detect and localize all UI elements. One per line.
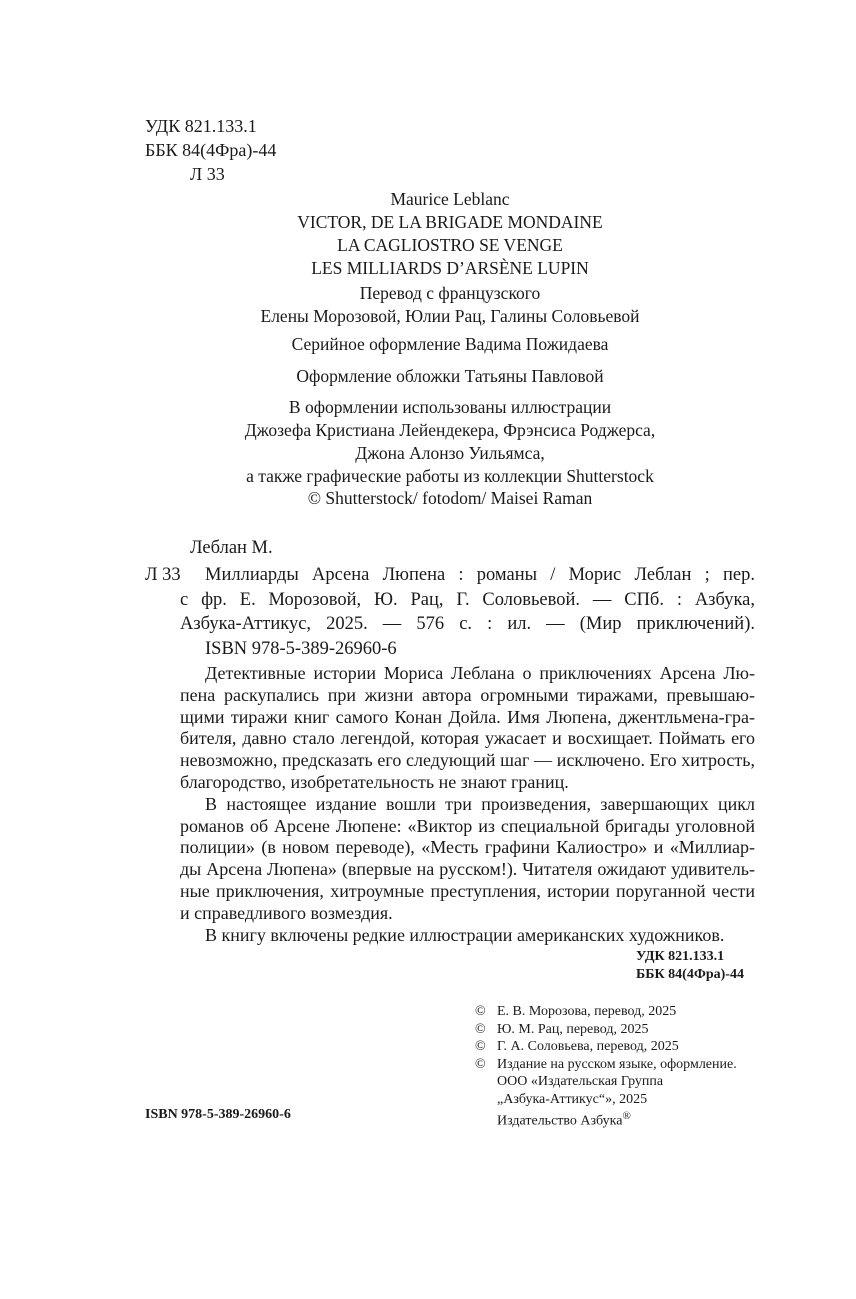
copyright-symbol: © xyxy=(475,1056,486,1072)
translation-credit xyxy=(145,282,755,328)
illustrations-line: Джозефа Кристиана Лейендекера, Фрэнсиса Роджерса, xyxy=(244,420,656,440)
copyright-symbol: © xyxy=(475,1039,486,1054)
isbn: ISBN 978-5-389-26960-6 xyxy=(205,638,397,659)
copyright-line xyxy=(475,1056,737,1074)
udk-top: УДК 821.133.1 xyxy=(145,116,257,136)
illustrations-line: Джона Алонзо Уильямса, xyxy=(355,443,545,463)
original-title: LA CAGLIOSTRO SE VENGE xyxy=(337,235,563,255)
annotation-line: пена раскупались при жизни автора огромными тиражами, превышаю- xyxy=(180,684,755,705)
copyright-line xyxy=(475,1003,737,1021)
annotation xyxy=(180,663,755,946)
bib-line: Азбука-Аттикус, 2025. — 576 с. : ил. — (Мир приключений). xyxy=(180,614,755,634)
annotation-line: ды Арсена Люпена» (впервые на русском!). Читателя ожидают удивитель- xyxy=(180,859,755,880)
translators: Елены Морозовой, Юлии Рац, Галины Соловьевой xyxy=(260,306,640,326)
annotation-line: благородство, изобретательность не знают границ. xyxy=(180,771,569,792)
copyright-text: Г. А. Соловьева, перевод, 2025 xyxy=(497,1039,679,1054)
annotation-line: щими тиражи книг самого Конан Дойла. Имя Люпена, джентльмена-гра- xyxy=(180,706,755,727)
copyright-text: Ю. М. Рац, перевод, 2025 xyxy=(497,1021,649,1037)
illustrations-credit xyxy=(145,396,755,488)
isbn-bottom: ISBN 978-5-389-26960-6 xyxy=(145,1107,291,1122)
copyright-block xyxy=(475,1003,737,1130)
annotation-line: невозможно, предсказать его следующий шаг — исключено. Его хитрость, xyxy=(180,750,755,771)
translation-line: Перевод с французского xyxy=(359,283,541,303)
registered-mark: ® xyxy=(622,1110,631,1122)
annotation-line: и справедливого возмездия. xyxy=(180,902,393,923)
original-title: VICTOR, DE LA BRIGADE MONDAINE xyxy=(297,212,603,232)
copyright-line xyxy=(475,1038,737,1056)
annotation-line: бителя, давно стало легендой, которая ужасает и восхищает. Поймать его xyxy=(180,728,755,749)
publisher-line: ООО «Издательская Группа xyxy=(497,1074,664,1089)
original-title: LES MILLIARDS D’ARSÈNE LUPIN xyxy=(311,258,589,278)
copyright-text: Е. В. Морозова, перевод, 2025 xyxy=(497,1004,677,1019)
annotation-line: Детективные истории Мориса Леблана о приключениях Арсена Лю- xyxy=(205,663,755,683)
annotation-line: В настоящее издание вошли три произведения, завершающих цикл xyxy=(205,793,755,814)
copyright-symbol: © xyxy=(475,1021,486,1037)
bbk-top: ББК 84(4Фра)-44 xyxy=(145,140,277,160)
bib-line: с фр. Е. Морозовой, Ю. Рац, Г. Соловьевой. — СПб. : Азбука, xyxy=(180,589,755,610)
photo-credit: © Shutterstock/ fotodom/ Maisei Raman xyxy=(307,488,593,508)
author-heading: Леблан М. xyxy=(190,538,273,558)
annotation-line: В книгу включены редкие иллюстрации американских художников. xyxy=(205,924,725,945)
author-mark: Л 33 xyxy=(145,565,181,585)
bbk-bottom: ББК 84(4Фра)-44 xyxy=(636,967,744,982)
cover-design-credit: Оформление обложки Татьяны Павловой xyxy=(296,366,604,386)
illustrations-line: В оформлении использованы иллюстрации xyxy=(288,397,612,417)
annotation-line: ные приключения, хитроумные преступления, истории поруганной чести xyxy=(180,880,755,901)
publisher-imprint-text: Издательство Азбука xyxy=(497,1113,623,1129)
annotation-line: романов об Арсене Люпене: «Виктор из специальной бригады уголовной xyxy=(180,815,755,836)
udk-bottom: УДК 821.133.1 xyxy=(636,949,725,964)
author-mark-top: Л 33 xyxy=(190,164,225,184)
annotation-line: полиции» (в новом переводе), «Месть графини Калиостро» и «Миллиар- xyxy=(180,837,755,858)
bib-line: Миллиарды Арсена Люпена : романы / Морис Леблан ; пер. xyxy=(205,565,755,585)
original-author: Maurice Leblanc xyxy=(390,189,510,209)
bibliographic-description xyxy=(180,563,755,661)
copyright-text: Издание на русском языке, оформление. xyxy=(497,1056,737,1072)
copyright-symbol: © xyxy=(475,1004,486,1019)
publisher-line: „Азбука-Аттикус“», 2025 xyxy=(497,1091,648,1107)
series-design-credit: Серийное оформление Вадима Пожидаева xyxy=(291,334,609,354)
illustrations-line: а также графические работы из коллекции Shutterstock xyxy=(246,466,654,486)
publisher-imprint xyxy=(475,1108,737,1130)
original-titles xyxy=(145,188,755,280)
copyright-line xyxy=(475,1021,737,1039)
